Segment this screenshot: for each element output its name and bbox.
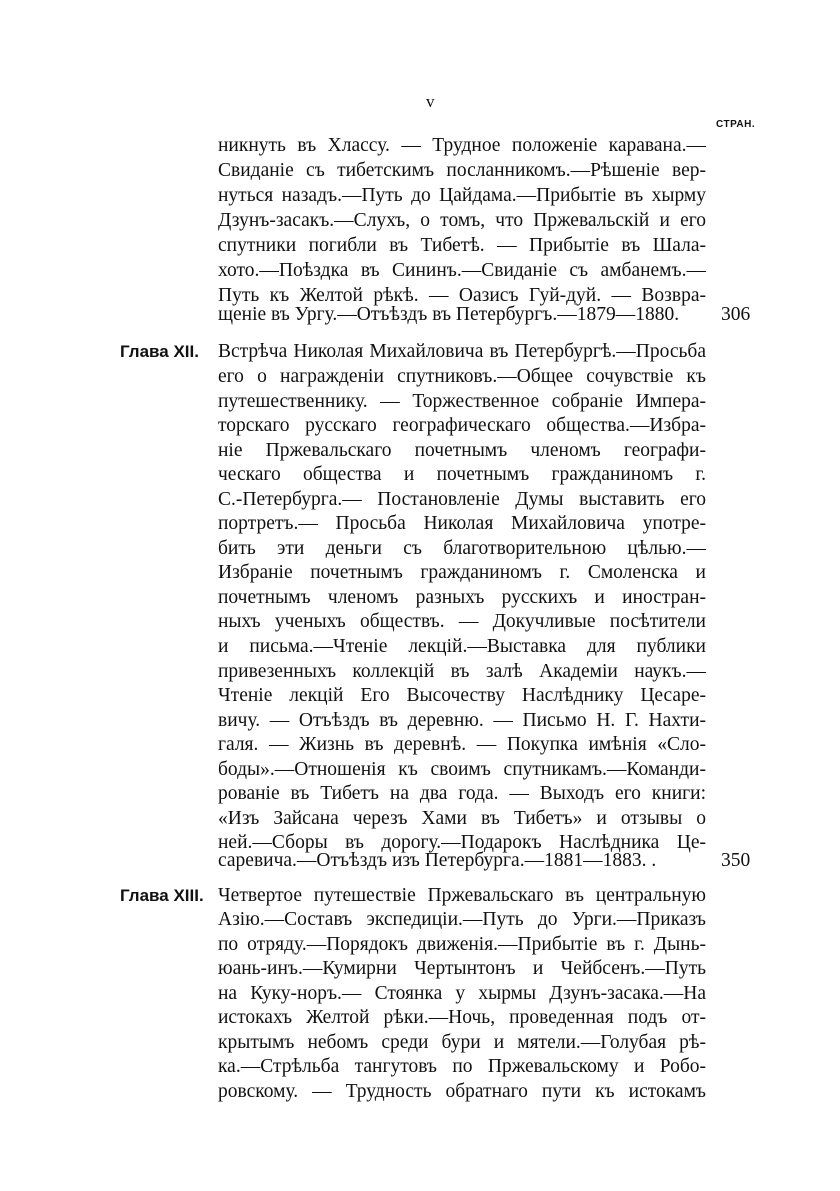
text-line: ровскому. — Трудность обратнаго пути къ истокамъ (218, 1081, 706, 1102)
text-line: Встрѣча Николая Михайловича въ Петербургѣ.—Просьба (218, 341, 706, 362)
page-column-label: СТРАН. (716, 119, 756, 130)
text-line: Путь къ Желтой рѣкѣ. — Оазисъ Гуй-дуй. — Возвра- (218, 285, 706, 306)
text-line: хото.—Поѣздка въ Сининъ.—Свиданiе съ амбанемъ.— (218, 260, 706, 281)
text-line: Четвертое путешествiе Пржевальскаго въ центральную (218, 885, 706, 906)
text-line: «Изъ Зайсана черезъ Хами въ Тибетъ» и отзывы о (218, 808, 706, 829)
text-line: боды».—Отношенiя къ своимъ спутникамъ.—Команди- (218, 759, 706, 780)
text-line: ка.—Стрѣльба тангутовъ по Пржевальскому и Робо- (218, 1056, 706, 1077)
text-line: ней.—Сборы въ дорогу.—Подарокъ Наслѣдника Це- (218, 832, 706, 853)
text-line: портретъ.— Просьба Николая Михайловича употре- (218, 513, 706, 534)
chapter-label: Глава XIII. (120, 886, 204, 905)
text-line: его о награжденiи спутниковъ.—Общее сочувствiе къ (218, 366, 706, 387)
text-line: торскаго русскаго географическаго общества.—Избра- (218, 415, 706, 436)
text-line: щенiе въ Ургу.—Отъѣздъ въ Петербургъ.—1879—1880. (218, 304, 680, 325)
text-line: на Куку-норъ.— Стоянка у хырмы Дзунъ-засака.—На (218, 983, 706, 1004)
text-line: никнуть въ Хлассу. — Трудное положенiе каравана.— (218, 135, 706, 156)
text-line: ныхъ ученыхъ обществъ. — Докучливые посѣтители (218, 611, 706, 632)
text-line: ческаго общества и почетнымъ гражданиномъ г. (218, 464, 706, 485)
text-line: Азiю.—Составъ экспедицiи.—Путь до Урги.—Приказъ (218, 909, 706, 930)
text-line: юань-инъ.—Кумирни Чертынтонъ и Чейбсенъ.—Путь (218, 958, 706, 979)
text-line: почетнымъ членомъ разныхъ русскихъ и иностран- (218, 587, 706, 608)
text-line: Чтенiе лекцiй Его Высочеству Наслѣднику Цесаре- (218, 685, 706, 706)
text-line: рованiе въ Тибетъ на два года. — Выходъ его книги: (218, 783, 706, 804)
text-line: Свиданiе съ тибетскимъ посланникомъ.—Рѣшенiе вер- (218, 160, 706, 181)
text-line: Избранiе почетнымъ гражданиномъ г. Смоленска и (218, 562, 706, 583)
text-line: привезенныхъ коллекцiй въ залѣ Академiи наукъ.— (218, 661, 706, 682)
page-number: 350 (721, 850, 751, 871)
text-line: нуться назадъ.—Путь до Цайдама.—Прибытiе въ хырму (218, 185, 706, 206)
page-number: 306 (721, 304, 751, 325)
text-line: по отряду.—Порядокъ движенiя.—Прибытiе въ г. Дынь- (218, 934, 706, 955)
text-line: крытымъ небомъ среди бури и мятели.—Голубая рѣ- (218, 1032, 706, 1053)
text-line: путешественнику. — Торжественное собранiе Импера- (218, 391, 706, 412)
text-line: истокахъ Желтой рѣки.—Ночь, проведенная подъ от- (218, 1007, 706, 1028)
text-line: С.-Петербурга.— Постановленiе Думы выставить его (218, 489, 706, 510)
text-line: бить эти деньги съ благотворительною цѣлью.— (218, 538, 706, 559)
text-line: Дзунъ-засакъ.—Слухъ, о томъ, что Пржевальскiй и его (218, 210, 706, 231)
text-line: спутники погибли въ Тибетѣ. — Прибытiе въ Шала- (218, 235, 706, 256)
text-line: галя. — Жизнь въ деревнѣ. — Покупка имѣнiя «Сло- (218, 734, 706, 755)
text-line: саревича.—Отъѣздъ изъ Петербурга.—1881—1883. . (218, 850, 657, 871)
text-line: нiе Пржевальскаго почетнымъ членомъ географи- (218, 440, 706, 461)
page-folio: v (426, 92, 435, 111)
text-line: и письма.—Чтенiе лекцiй.—Выставка для публики (218, 636, 706, 657)
text-line: вичу. — Отъѣздъ въ деревню. — Письмо Н. Г. Нахти- (218, 710, 706, 731)
chapter-label: Глава XII. (120, 342, 199, 361)
